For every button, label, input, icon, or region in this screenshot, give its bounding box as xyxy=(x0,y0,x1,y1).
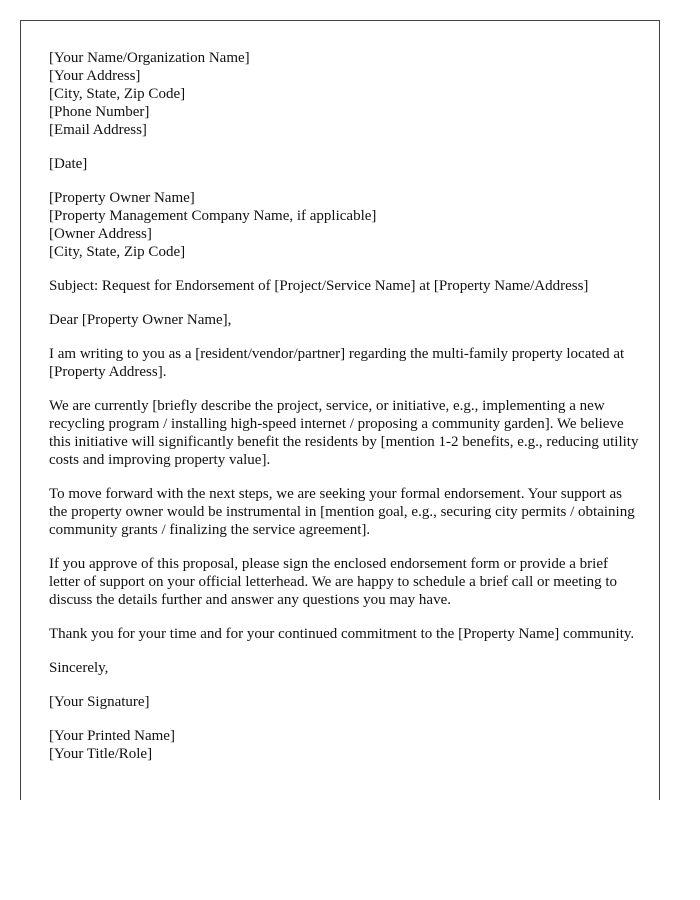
sender-email: [Email Address] xyxy=(49,122,147,138)
sender-phone: [Phone Number] xyxy=(49,104,150,120)
paragraph-intro: I am writing to you as a [resident/vendor/partner] regarding the multi-family property located at [Property Address]. xyxy=(49,346,625,380)
recipient-city-state-zip: [City, State, Zip Code] xyxy=(49,244,186,260)
paragraph-approval: If you approve of this proposal, please sign the enclosed endorsement form or provide a brief letter of support on your official letterhead. We are happy to schedule a brief call or meeting to discuss the details further and answer any questions you may have. xyxy=(49,556,618,608)
recipient-company: [Property Management Company Name, if applicable] xyxy=(49,208,377,224)
letter-body xyxy=(49,49,639,779)
letter-date: [Date] xyxy=(49,156,88,172)
sender-address: [Your Address] xyxy=(49,68,141,84)
salutation: Dear [Property Owner Name], xyxy=(49,312,232,328)
recipient-block xyxy=(49,189,639,261)
paragraph-project: We are currently [briefly describe the project, service, or initiative, e.g., implementing a new recycling program / installing high-speed internet / proposing a community garden]. We believe this initiative will significantly benefit the residents by [mention 1-2 benefits, e.g., reducing utility costs and improving property value]. xyxy=(49,398,639,468)
sender-name: [Your Name/Organization Name] xyxy=(49,50,250,66)
recipient-owner-name: [Property Owner Name] xyxy=(49,190,195,206)
subject-line: Subject: Request for Endorsement of [Project/Service Name] at [Property Name/Address] xyxy=(49,278,589,294)
sender-block xyxy=(49,49,639,139)
signer-block xyxy=(49,727,639,763)
date-block xyxy=(49,155,639,173)
title-role: [Your Title/Role] xyxy=(49,746,153,762)
recipient-address: [Owner Address] xyxy=(49,226,152,242)
paragraph-endorsement: To move forward with the next steps, we are seeking your formal endorsement. Your support as the property owner would be instrumental in [mention goal, e.g., securing city permits / obtaining community grants / finalizing the service agreement]. xyxy=(49,486,635,538)
signature-placeholder: [Your Signature] xyxy=(49,694,150,710)
printed-name: [Your Printed Name] xyxy=(49,728,175,744)
sender-city-state-zip: [City, State, Zip Code] xyxy=(49,86,186,102)
paragraph-thanks: Thank you for your time and for your continued commitment to the [Property Name] community. xyxy=(49,626,635,642)
closing: Sincerely, xyxy=(49,660,109,676)
